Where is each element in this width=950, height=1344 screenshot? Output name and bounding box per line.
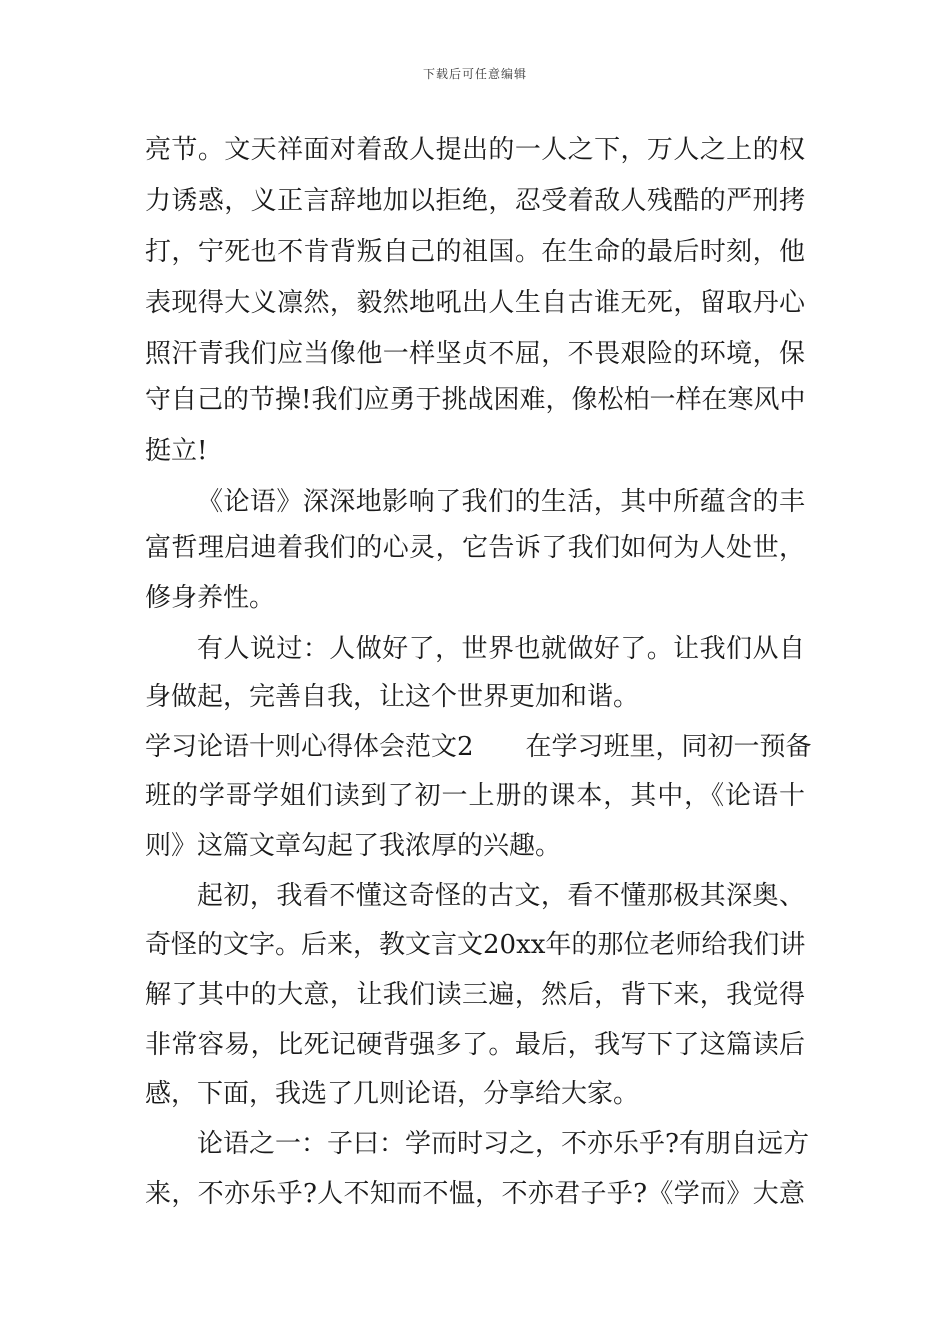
- text-line: 来，不亦乐乎?人不知而不愠，不亦君子乎?《学而》大意: [145, 1179, 805, 1209]
- text-line: 打，宁死也不肯背叛自己的祖国。在生命的最后时刻，他: [145, 237, 805, 267]
- text-line: 照汗青我们应当像他一样坚贞不屈，不畏艰险的环境，保: [145, 339, 805, 369]
- text-line: 身做起，完善自我，让这个世界更加和谐。: [145, 682, 640, 712]
- text-line: 班的学哥学姐们读到了初一上册的课本，其中，《论语十: [145, 781, 805, 811]
- text-line: 有人说过：人做好了，世界也就做好了。让我们从自: [197, 634, 805, 664]
- text-line: 解了其中的大意，让我们读三遍，然后，背下来，我觉得: [145, 980, 805, 1010]
- section-heading-line: 学习论语十则心得体会范文2 在学习班里，同初一预备: [145, 732, 812, 762]
- text-line: 修身养性。: [145, 583, 276, 613]
- text-line: 起初，我看不懂这奇怪的古文，看不懂那极其深奥、: [197, 881, 805, 911]
- text-line: 非常容易，比死记硬背强多了。最后，我写下了这篇读后: [145, 1030, 805, 1060]
- text-line: 挺立!: [145, 436, 208, 466]
- text-line: 感，下面，我选了几则论语，分享给大家。: [145, 1079, 640, 1109]
- text-line: 守自己的节操!我们应勇于挑战困难，像松柏一样在寒风中: [145, 385, 806, 415]
- text-line: 奇怪的文字。后来，教文言文20xx年的那位老师给我们讲: [145, 930, 806, 960]
- text-line: 亮节。文天祥面对着敌人提出的一人之下，万人之上的权: [145, 135, 805, 165]
- text-line: 论语之一：子曰：学而时习之，不亦乐乎?有朋自远方: [197, 1129, 809, 1159]
- page-header-note: 下载后可任意编辑: [422, 67, 527, 81]
- text-line: 《论语》深深地影响了我们的生活，其中所蕴含的丰: [197, 487, 805, 517]
- text-line: 力诱惑，义正言辞地加以拒绝，忍受着敌人残酷的严刑拷: [145, 186, 805, 216]
- text-line: 表现得大义凛然，毅然地吼出人生自古谁无死，留取丹心: [145, 288, 805, 318]
- text-line: 则》这篇文章勾起了我浓厚的兴趣。: [145, 831, 562, 861]
- text-line: 富哲理启迪着我们的心灵，它告诉了我们如何为人处世，: [145, 533, 805, 563]
